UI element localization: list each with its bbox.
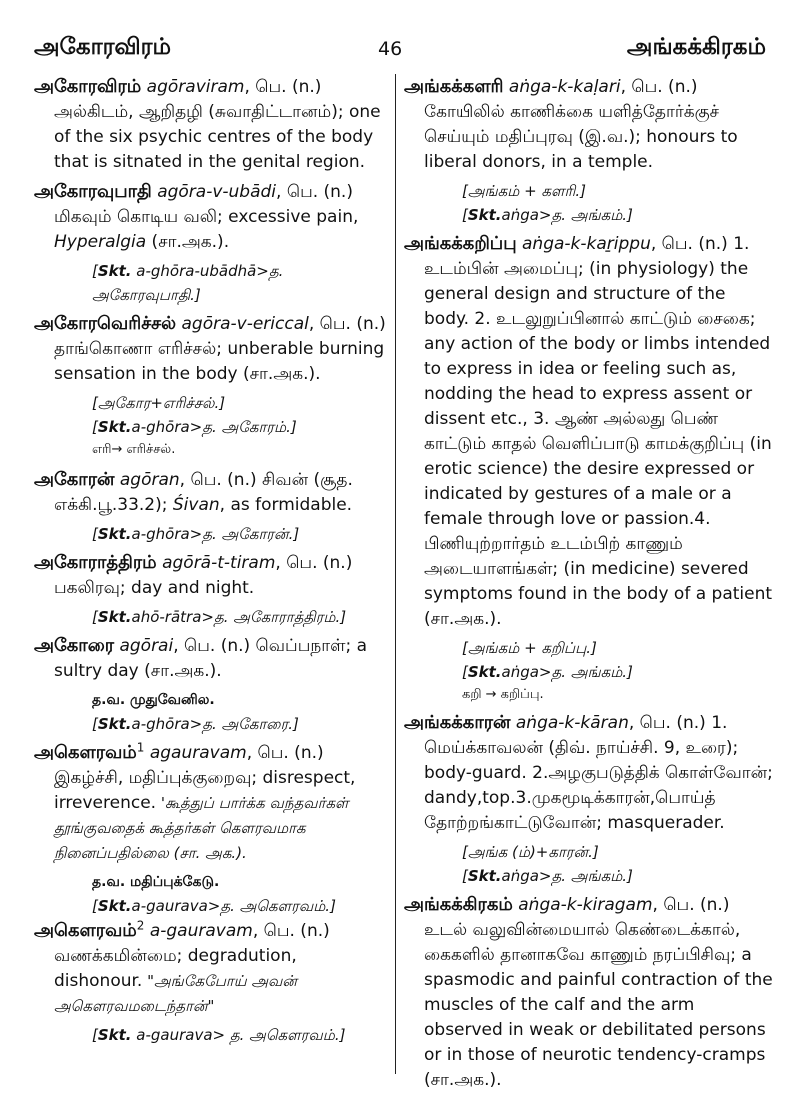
etymology-source: Skt. [97,525,132,543]
cross-reference: கறி → கறிப்பு. [462,687,544,702]
etymology: [Skt.a-ghōra>த. அகோரன்.] [92,525,300,543]
cognate: த.வ. முதுவேனில. [92,692,215,708]
etymology: [அங்க (ம்)+காரன்.] [462,843,599,861]
part-of-speech: , பெ. (n.) [252,921,330,941]
dictionary-entry [404,710,774,836]
headword: அகோரவுபாதி [34,181,152,202]
dictionary-entry [404,74,774,175]
definition: இகழ்ச்சி, மதிப்புக்குறைவு; disrespect, irreverence. [54,768,356,813]
definition: 1. மெய்க்காவலன் (திவ். நாய்ச்சி. 9, உரை); body-guard. 2.அழகுபடுத்திக் கொள்வோன்; dandy,top.3.முகமூடிக்காரன்,பொய்த் தோற்றங்காட்டுவோன்; masquerader. [424,713,773,833]
headword: அங்கக்களரி [404,76,504,97]
transliteration: agōra-v-ubādi [157,182,277,202]
part-of-speech: , பெ. (n.) [620,77,698,97]
etymology-text: a-ghōra>த. அகோரை. [131,715,294,733]
part-of-speech: , பெ. (n.) [275,553,353,573]
dictionary-entry [34,633,388,684]
dictionary-entry [34,74,388,175]
etymology-text: a-gaurava>த. அகௌரவம். [131,897,331,915]
etymology-source: Skt. [97,608,132,626]
page-number: 46 [378,38,403,60]
transliteration: aṅga-k-kāran [515,713,629,733]
part-of-speech: , பெ. (n.) [652,895,730,915]
definition: அல்கிடம், ஆறிதழி (சுவாதிட்டானம்); one of the six psychic centres of the body that is sitnated in the genital region. [54,102,381,172]
etymology: [அங்கம் + களரி.] [462,182,586,200]
definition: மிகவும் கொடிய வலி; excessive pain, [54,207,359,227]
etymology: [அங்கம் + கறிப்பு.] [462,639,597,657]
cognate: த.வ. மதிப்புக்கேடு. [92,874,220,890]
etymology-source: Skt. [97,418,132,436]
etymology-source: Skt. [97,1026,132,1044]
etymology-source: Skt. [467,663,502,681]
definition-italic: Śivan [172,495,220,515]
definition: சிவன் (சூத. எக்கி.பூ.33.2); [54,470,353,515]
headword: அங்கக்கிரகம் [404,894,513,915]
part-of-speech: , பெ. (n.) [173,636,251,656]
definition: வெப்பநாள்; a sultry day (சா.அக.). [54,636,368,681]
page-header [0,0,800,72]
etymology-source: Skt. [467,206,502,224]
definition-italic: Hyperalgia [54,232,147,252]
headword: அகௌரவம் [34,920,137,941]
transliteration: aṅga-k-kiragam [518,895,653,915]
transliteration: agauravam [149,743,247,763]
part-of-speech: , பெ. (n.) [308,314,386,334]
dictionary-entry [34,179,388,255]
definition-end: (சா.அக.). [146,232,230,252]
dictionary-entry [404,231,774,632]
transliteration: aṅga-k-kaḷari [508,77,621,97]
definition: கோயிலில் காணிக்கை யளித்தோர்க்குச் செய்யும் மதிப்புரவு (இ.வ.); honours to liberal donors, in a temple. [424,102,738,172]
headword: அகோராத்திரம் [34,552,157,573]
transliteration: agōran [119,470,180,490]
etymology: [Skt. a-gaurava> த. அகௌரவம்.] [92,1026,346,1044]
column-divider [395,74,396,1074]
headword: அகௌரவம் [34,742,137,763]
definition-end: , as formidable. [219,495,353,515]
definition: வணக்கமின்மை; degradution, dishonour. [54,946,297,991]
part-of-speech: , பெ. (n.) [650,234,728,254]
etymology: [Skt.aṅga>த. அங்கம்.] [462,663,633,681]
homonym-number: 2 [136,918,145,933]
etymology-text: a-ghōra>த. அகோரம். [131,418,291,436]
etymology: [Skt.a-ghōra>த. அகோரை.] [92,715,299,733]
etymology: [Skt.aṅga>த. அங்கம்.] [462,206,633,224]
part-of-speech: , பெ. (n.) [179,470,257,490]
etymology: [Skt.a-gaurava>த. அகௌரவம்.] [92,897,336,915]
definition: தாங்கொணா எரிச்சல்; unberable burning sensation in the body (சா.அக.). [54,339,385,384]
headword: அகோரவிரம் [34,76,142,97]
etymology: [அகோர+எரிச்சல்.] [92,394,226,412]
transliteration: agōraviram [146,77,245,97]
etymology-text: aṅga>த. அங்கம். [501,206,628,224]
etymology-text: ahō-rātra>த. அகோராத்திரம். [131,608,341,626]
cross-reference: எரி→ எரிச்சல். [92,442,176,457]
headword: அகோரவெரிச்சல் [34,313,177,334]
dictionary-entry [34,467,388,518]
etymology: [Skt.a-ghōra>த. அகோரம்.] [92,418,297,436]
homonym-number: 1 [136,740,145,755]
transliteration: agōrai [119,636,174,656]
headword: அகோரை [34,635,115,656]
usage-quote: 'கூத்துப் பார்க்க வந்தவர்கள் தூங்குவதைக் கூத்தர்கள் கௌரவமாக நினைப்பதில்லை (சா. அக.). [54,794,349,862]
dictionary-entry [34,550,388,601]
dictionary-entry [34,740,388,866]
right-column [404,74,774,1097]
transliteration: aṅga-k-kaṟippu [522,234,651,254]
headword: அங்கக்காரன் [404,712,511,733]
etymology-source: Skt. [97,897,132,915]
part-of-speech: , பெ. (n.) [628,713,706,733]
etymology: [Skt.aṅga>த. அங்கம்.] [462,867,633,885]
etymology: [Skt.ahō-rātra>த. அகோராத்திரம்.] [92,608,347,626]
etymology-text: a-ghōra>த. அகோரன். [131,525,294,543]
part-of-speech: , பெ. (n.) [246,743,324,763]
definition: உடல் வலுவின்மையால் கெண்டைக்கால், கைகளில் தானாகவே காணும் நரப்பிசிவு; a spasmodic and painful contraction of the muscles of the calf and the arm observed in weak or debilitated persons or in those of neurotic tendency-cramps (சா.அக.). [424,920,773,1090]
transliteration: a-gauravam [149,921,253,941]
transliteration: agōra-v-ericcal [181,314,309,334]
etymology-text: a-ghōra-ubādhā>த. அகோரவுபாதி. [92,262,284,304]
usage-quote: "அங்கேபோய் அவன் அகௌரவமடைந்தான்" [54,972,297,1015]
etymology-text: aṅga>த. அங்கம். [501,867,628,885]
etymology-source: Skt. [97,262,132,280]
part-of-speech: , பெ. (n.) [244,77,322,97]
dictionary-entry [34,918,388,1019]
transliteration: agōrā-t-tiram [162,553,276,573]
etymology: [Skt. a-ghōra-ubādhā>த. அகோரவுபாதி.] [92,262,284,304]
headword: அங்கக்கறிப்பு [404,233,517,254]
part-of-speech: , பெ. (n.) [276,182,353,202]
definition: பகலிரவு; day and night. [54,578,255,598]
dictionary-entry [404,892,774,1093]
headword: அகோரன் [34,469,115,490]
left-column [34,74,388,1047]
etymology-text: a-gaurava> த. அகௌரவம். [131,1026,340,1044]
etymology-text: aṅga>த. அங்கம். [501,663,628,681]
definition: 1. உடம்பின் அமைப்பு; (in physiology) the general design and structure of the body. 2. உடலுறுப்பினால் காட்டும் சைகை; any action of the body or limbs intended to express in idea or feeling such as, nodding the head to express assent or dissent etc., 3. ஆண் அல்லது பெண் காட்டும் காதல் வெளிப்பாடு காமக்குறிப்பு (in erotic science) the desire expressed or indicated by gestures of a male or a female through love or passion.4. பிணியுற்றார்தம் உடம்பிற் காணும் அடையாளங்கள்; (in medicine) severed symptoms found in the body of a patient (சா.அக.). [424,234,773,629]
right-guide-word: அங்கக்கிரகம் [626,34,766,60]
etymology-source: Skt. [467,867,502,885]
dictionary-entry [34,311,388,387]
etymology-source: Skt. [97,715,132,733]
left-guide-word: அகோரவிரம் [34,34,172,60]
